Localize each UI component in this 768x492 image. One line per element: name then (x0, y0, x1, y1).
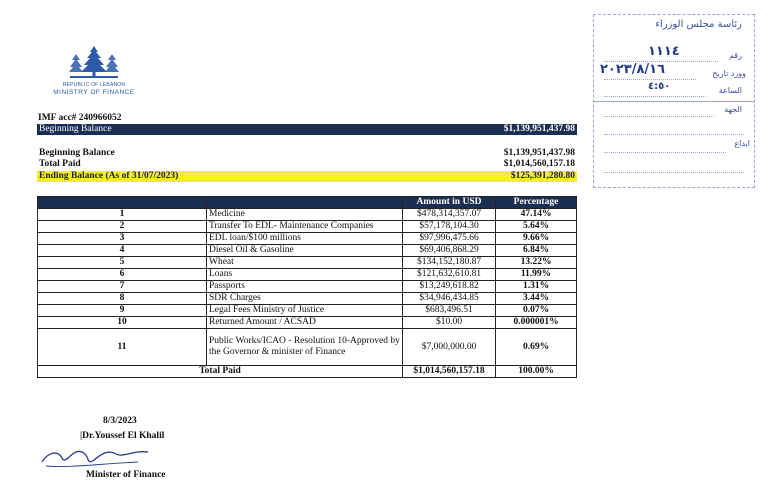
row-description: Returned Amount / ACSAD (207, 317, 403, 329)
receipt-stamp (593, 14, 755, 188)
row-number: 3 (38, 233, 207, 245)
stamp-dots (604, 133, 744, 135)
table-row (38, 317, 577, 329)
republic-label: REPUBLIC OF LEBANON (62, 82, 126, 88)
row-amount: $57,178,104.30 (403, 221, 496, 233)
row-amount: $34,946,434.85 (403, 293, 496, 305)
row-description: Public Works/ICAO - Resolution 10-Approved by the Governor & minister of Finance (207, 329, 403, 366)
row-number: 10 (38, 317, 207, 329)
row-amount: $683,496.51 (403, 305, 496, 317)
row-percentage: 6.84% (496, 245, 577, 257)
row-description: Medicine (207, 209, 403, 221)
stamp-number-label: رقم (728, 51, 742, 60)
row-number: 8 (38, 293, 207, 305)
stamp-dots (604, 95, 706, 97)
row-description: Transfer To EDL- Maintenance Companies (207, 221, 403, 233)
summary-label: Total Paid (39, 159, 81, 169)
total-amount: $1,014,560,157.18 (403, 366, 496, 378)
total-row (38, 366, 577, 378)
header-no (38, 197, 207, 209)
stamp-hour-label: الساعة (718, 86, 742, 95)
stamp-title: رئاسة مجلس الوزراء (655, 19, 742, 30)
row-description: Diesel Oil & Gasoline (207, 245, 403, 257)
row-description: Loans (207, 269, 403, 281)
row-amount: $478,314,357.07 (403, 209, 496, 221)
row-percentage: 0.07% (496, 305, 577, 317)
ending-balance-label: Ending Balance (As of 31/07/2023) (39, 171, 179, 181)
stamp-dots (604, 171, 744, 173)
stamp-received-value: ٢٠٢٣/٨/١٦ (600, 62, 666, 77)
row-amount: $121,632,610.81 (403, 269, 496, 281)
row-number: 2 (38, 221, 207, 233)
stamp-side-label: الجهة (724, 105, 742, 114)
total-label: Total Paid (38, 366, 403, 378)
stamp-divider (594, 101, 754, 102)
ministry-logo (48, 44, 140, 108)
ending-balance-value: $125,391,280.80 (510, 171, 575, 181)
signer-name: |Dr.Youssef El Khalil (80, 431, 165, 441)
ending-balance-bar (37, 171, 577, 182)
table-row (38, 305, 577, 317)
row-description: Wheat (207, 257, 403, 269)
payments-table (37, 196, 577, 378)
row-percentage: 5.64% (496, 221, 577, 233)
row-percentage: 0.000001% (496, 317, 577, 329)
row-percentage: 11.99% (496, 269, 577, 281)
beginning-balance-bar (37, 124, 577, 135)
stamp-received-label: وورد تاريخ (712, 69, 746, 78)
stamp-number-value: ١١١٤ (648, 44, 680, 59)
summary-row (37, 148, 577, 158)
table-row (38, 221, 577, 233)
header-description (207, 197, 403, 209)
cedar-emblem-icon (64, 44, 124, 80)
summary-row (37, 159, 577, 169)
row-number: 4 (38, 245, 207, 257)
signer-title: Minister of Finance (86, 470, 166, 480)
stamp-hour-value: ٤:٥٠ (648, 81, 671, 92)
row-description: Passports (207, 281, 403, 293)
row-number: 6 (38, 269, 207, 281)
row-amount: $134,152,180.87 (403, 257, 496, 269)
signature-date: 8/3/2023 (103, 416, 137, 426)
row-amount: $7,000,000.00 (403, 329, 496, 366)
table-row (38, 329, 577, 366)
row-amount: $13,249,618.82 (403, 281, 496, 293)
row-percentage: 0.69% (496, 329, 577, 366)
row-number: 5 (38, 257, 207, 269)
table-row (38, 245, 577, 257)
row-amount: $10.00 (403, 317, 496, 329)
summary-label: Beginning Balance (39, 148, 115, 158)
summary-value: $1,139,951,437.98 (503, 148, 575, 158)
row-percentage: 1.31% (496, 281, 577, 293)
header-percentage: Percentage (496, 197, 577, 209)
row-number: 7 (38, 281, 207, 293)
table-header-row (38, 197, 577, 209)
beginning-balance-label: Beginning Balance (39, 124, 112, 134)
stamp-dots (604, 78, 696, 80)
row-description: EDL loan/$100 millions (207, 233, 403, 245)
total-percentage: 100.00% (496, 366, 577, 378)
stamp-dots (604, 151, 726, 153)
row-number: 9 (38, 305, 207, 317)
table-row (38, 209, 577, 221)
table-row (38, 233, 577, 245)
ministry-label: MINISTRY OF FINANCE (53, 89, 135, 96)
imf-account-number: IMF acc# 240966052 (38, 113, 122, 123)
table-row (38, 293, 577, 305)
row-description: Legal Fees Ministry of Justice (207, 305, 403, 317)
row-percentage: 13.22% (496, 257, 577, 269)
stamp-dots (604, 115, 714, 117)
beginning-balance-value: $1,139,951,437.98 (503, 124, 575, 134)
table-row (38, 281, 577, 293)
row-number: 11 (38, 329, 207, 366)
stamp-filing-label: ايداع (734, 139, 750, 148)
row-amount: $97,996,475.66 (403, 233, 496, 245)
row-percentage: 9.66% (496, 233, 577, 245)
table-row (38, 257, 577, 269)
row-percentage: 47.14% (496, 209, 577, 221)
header-amount: Amount in USD (403, 197, 496, 209)
summary-value: $1,014,560,157.18 (503, 159, 575, 169)
row-amount: $69,406,868.29 (403, 245, 496, 257)
row-description: SDR Charges (207, 293, 403, 305)
table-row (38, 269, 577, 281)
row-number: 1 (38, 209, 207, 221)
row-percentage: 3.44% (496, 293, 577, 305)
